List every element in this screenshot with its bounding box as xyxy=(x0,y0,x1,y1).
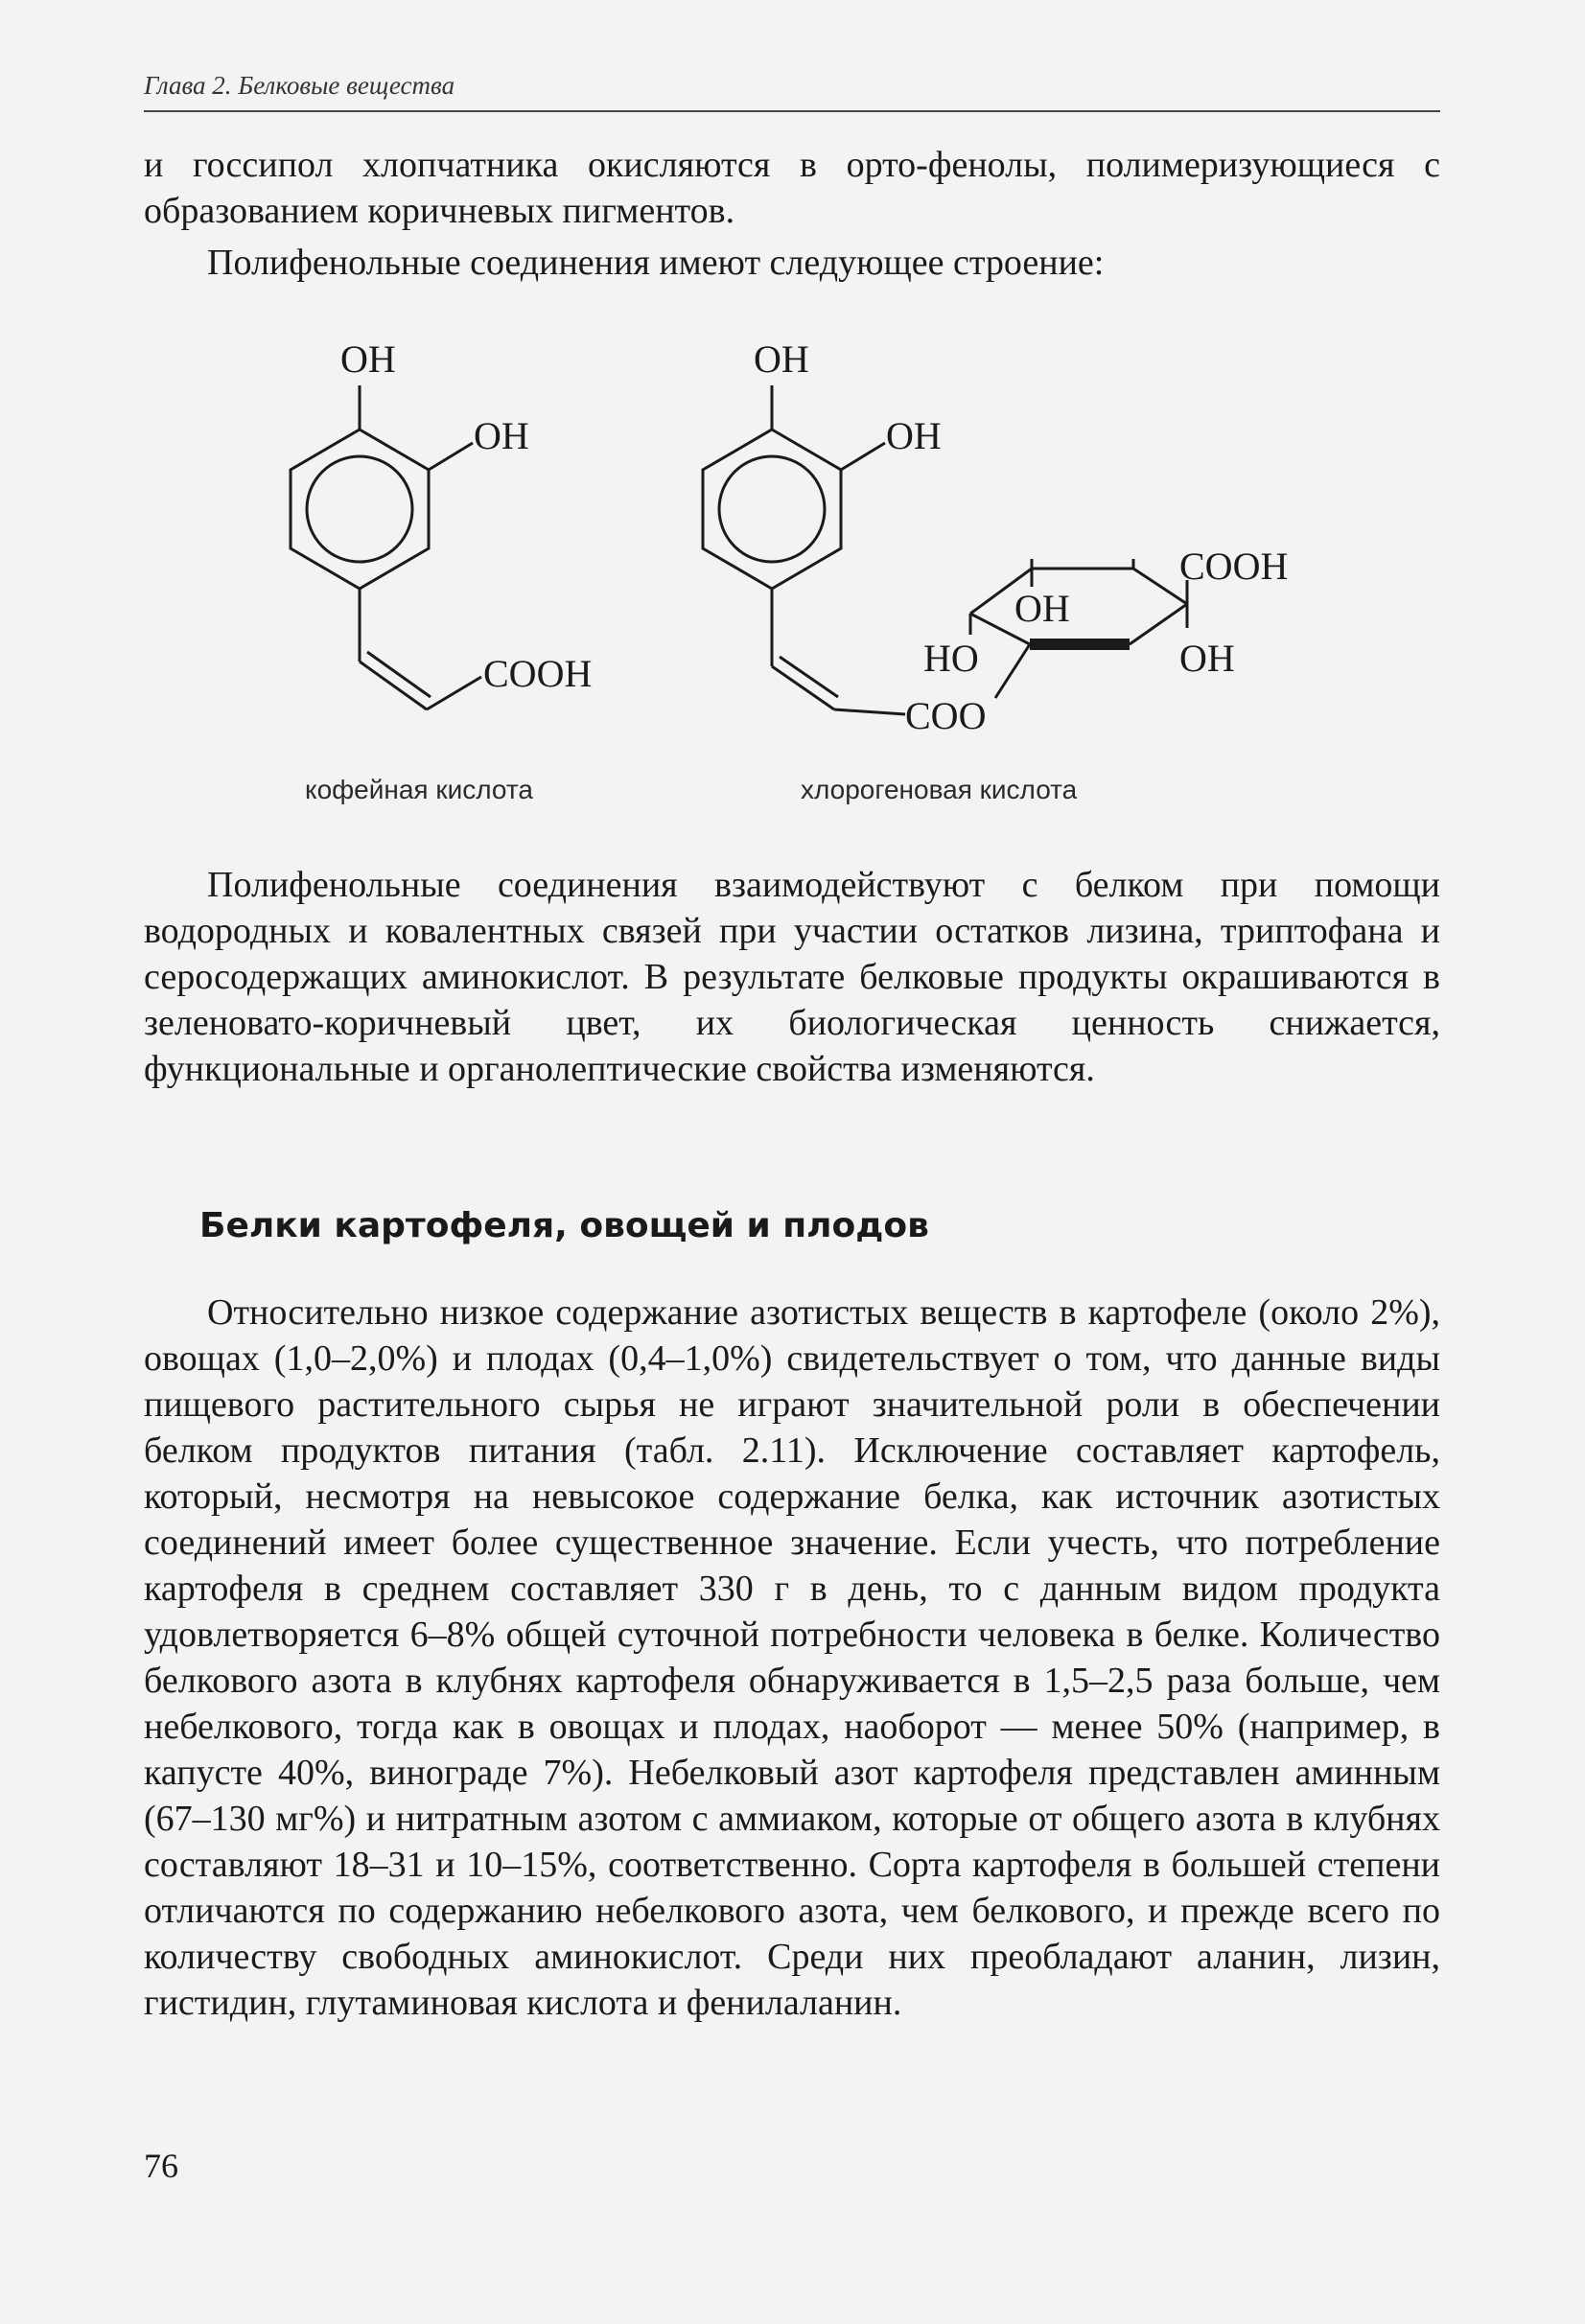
running-head: Глава 2. Белковые вещества xyxy=(144,71,455,100)
quinic-ring-right-front xyxy=(1130,604,1187,644)
chlorogenic-aromatic-circle xyxy=(719,456,825,562)
quinic-ring-front-edge-bold xyxy=(1030,639,1130,650)
paragraph-potato-proteins: Относительно низкое содержание азотистых веществ в картофеле (около 2%), овощах (1,0–2,0%) и плодах (0,4–1,0%) свидетельствует о том, что данные виды пищевого растительного сырья не играют значительной роли в обеспечении белком продуктов питания (табл. 2.11). Исключение составляет картофель, который, несмотря на невысокое содержание белка, как источник азотистых соединений имеет более существенное значение. Если учесть, что потребление картофеля в среднем составляет 330 г в день, то с данным видом продукта удовлетворяется 6–8% общей суточной потребности человека в белке. Количество белкового азота в клубнях картофеля обнаруживается в 1,5–2,5 раза больше, чем небелкового, тогда как в овощах и плодах, наоборот — менее 50% (например, в капусте 40%, винограде 7%). Небелковый азот картофеля представлен аминным (67–130 мг%) и нитратным азотом с аммиаком, которые от общего азота в клубнях составляют 18–31 и 10–15%, соответственно. Сорта картофеля в большей степени отличаются по содержанию небелкового азота, чем белкового, и прежде всего по количеству свободных аминокислот. Среди них преобладают аланин, лизин, гистидин, глутаминовая кислота и фенилаланин. xyxy=(144,1292,1440,2023)
chlorogenic-label-oh-side: OH xyxy=(886,414,942,457)
quinic-ester-bond xyxy=(995,644,1030,698)
chlorogenic-label-oh-right: OH xyxy=(1179,637,1235,680)
caffeic-oh-bond-side xyxy=(429,443,473,470)
caffeic-benzene-ring xyxy=(291,430,429,589)
chlorogenic-chain-bond-3 xyxy=(834,709,905,714)
caffeic-label-oh-side: OH xyxy=(474,414,529,457)
chlorogenic-label-cooh: COOH xyxy=(1179,545,1289,588)
chlorogenic-label-oh-ring-top: OH xyxy=(1014,587,1070,630)
caffeic-acid-structure xyxy=(291,385,481,709)
paragraph-intro-structures: Полифенольные соединения имеют следующее строение: xyxy=(207,243,1105,283)
chlorogenic-label-oh-top: OH xyxy=(754,337,809,381)
chlorogenic-label-coo: COO xyxy=(905,694,987,737)
caffeic-label-oh-top: OH xyxy=(340,337,396,381)
paragraph-polyphenol-interaction: Полифенольные соединения взаимодействуют с белком при помощи водородных и ковалентных связей при участии остатков лизина, триптофана и серосодержащих аминокислот. В результате белковые продукты окрашиваются в зеленовато-коричневый цвет, их биологическая ценность снижается, функциональные и органолептические свойства изменяются. xyxy=(144,865,1440,1089)
caffeic-aromatic-circle xyxy=(307,456,412,562)
page-number: 76 xyxy=(144,2147,178,2185)
paragraph-continuation: и госсипол хлопчатника окисляются в орто-фенолы, полимеризующиеся с образованием коричневых пигментов. xyxy=(144,145,1440,231)
caption-caffeic-acid: кофейная кислота xyxy=(305,775,533,804)
chlorogenic-oh-bond-side xyxy=(841,443,885,470)
chlorogenic-label-ho-left: HO xyxy=(923,637,979,680)
chemical-structures-figure xyxy=(0,0,1585,863)
caffeic-chain-bond-3 xyxy=(427,677,481,709)
chlorogenic-benzene-ring xyxy=(703,430,841,589)
caffeic-label-cooh: COOH xyxy=(483,652,593,695)
section-heading: Белки картофеля, овощей и плодов xyxy=(199,1206,929,1245)
caption-chlorogenic-acid: хлорогеновая кислота xyxy=(801,775,1078,804)
